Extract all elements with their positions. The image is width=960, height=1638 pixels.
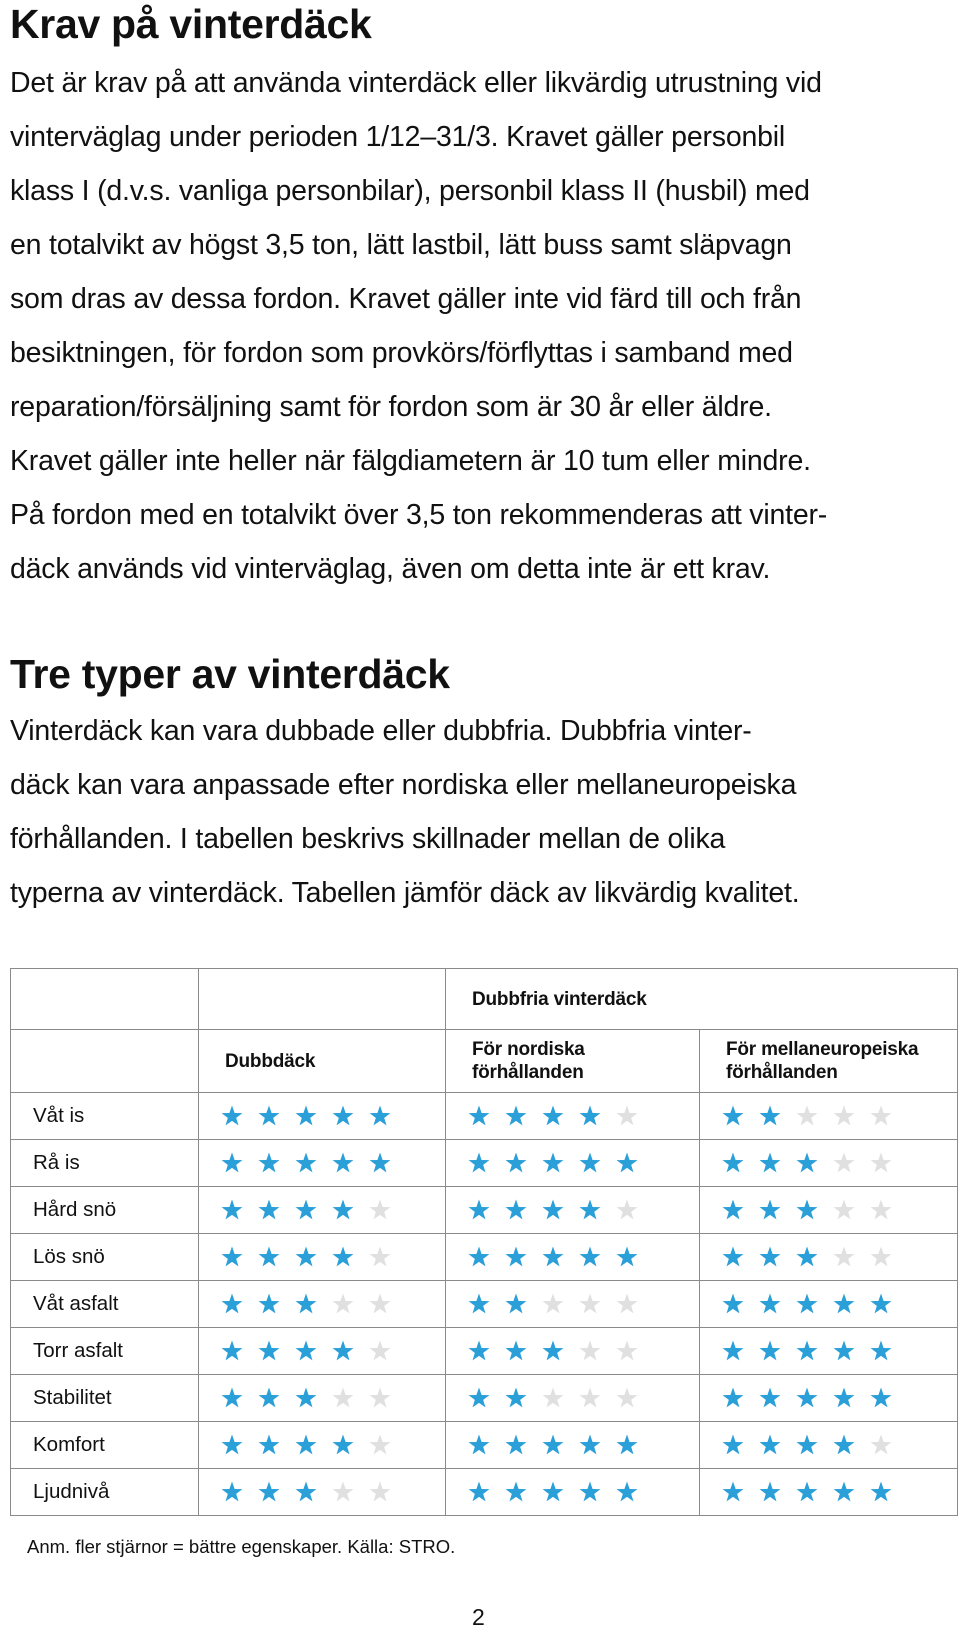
star-filled-icon [296, 1294, 317, 1314]
star-empty-icon [370, 1247, 391, 1267]
star-filled-icon [296, 1106, 317, 1126]
star-filled-icon [834, 1341, 855, 1361]
star-filled-icon [222, 1435, 243, 1455]
star-empty-icon [333, 1388, 354, 1408]
star-filled-icon [617, 1153, 638, 1173]
star-rating-graphic [721, 1151, 893, 1175]
text-line: förhållanden. I tabellen beskrivs skillnader mellan de olika [10, 823, 726, 855]
star-rating-graphic [220, 1433, 392, 1457]
star-filled-icon [723, 1341, 744, 1361]
star-filled-icon [723, 1388, 744, 1408]
star-filled-icon [506, 1200, 527, 1220]
text-line: typerna av vinterdäck. Tabellen jämför däck av likvärdig kvalitet. [10, 877, 800, 909]
star-filled-icon [617, 1482, 638, 1502]
star-rating-graphic [220, 1198, 392, 1222]
text-line: en totalvikt av högst 3,5 ton, lätt lastbil, lätt buss samt släpvagn [10, 229, 792, 261]
star-filled-icon [259, 1435, 280, 1455]
star-empty-icon [370, 1435, 391, 1455]
star-filled-icon [333, 1435, 354, 1455]
star-rating-graphic [467, 1245, 639, 1269]
heading-tire-types: Tre typer av vinterdäck [10, 651, 450, 697]
star-rating-graphic [721, 1433, 893, 1457]
star-rating-graphic [721, 1339, 893, 1363]
star-rating-graphic [721, 1198, 893, 1222]
star-rating-graphic [467, 1480, 639, 1504]
star-filled-icon [797, 1341, 818, 1361]
star-rating-graphic [220, 1386, 392, 1410]
header-empty-cell [11, 1030, 199, 1093]
table-row [11, 1328, 958, 1375]
star-filled-icon [222, 1247, 243, 1267]
star-rating-graphic [721, 1292, 893, 1316]
star-filled-icon [543, 1106, 564, 1126]
star-rating [700, 1281, 958, 1328]
star-empty-icon [580, 1388, 601, 1408]
star-filled-icon [469, 1106, 490, 1126]
star-filled-icon [296, 1153, 317, 1173]
star-rating [446, 1281, 700, 1328]
star-filled-icon [506, 1106, 527, 1126]
star-filled-icon [797, 1200, 818, 1220]
star-empty-icon [370, 1341, 391, 1361]
text-line: reparation/försäljning samt för fordon som är 30 år eller äldre. [10, 391, 772, 423]
star-filled-icon [723, 1435, 744, 1455]
star-filled-icon [506, 1341, 527, 1361]
star-empty-icon [333, 1294, 354, 1314]
star-empty-icon [543, 1294, 564, 1314]
row-label: Torr asfalt [11, 1328, 199, 1375]
star-filled-icon [259, 1106, 280, 1126]
star-filled-icon [469, 1482, 490, 1502]
row-label: Våt asfalt [11, 1281, 199, 1328]
star-rating [700, 1187, 958, 1234]
star-filled-icon [370, 1106, 391, 1126]
text-line: däck kan vara anpassade efter nordiska eller mellaneuropeiska [10, 769, 797, 801]
star-rating [700, 1140, 958, 1187]
table-row [11, 1422, 958, 1469]
star-filled-icon [723, 1482, 744, 1502]
star-rating [199, 1328, 446, 1375]
star-rating [199, 1375, 446, 1422]
star-filled-icon [222, 1388, 243, 1408]
star-filled-icon [543, 1153, 564, 1173]
text-line: som dras av dessa fordon. Kravet gäller inte vid färd till och från [10, 283, 802, 315]
star-filled-icon [333, 1106, 354, 1126]
star-filled-icon [723, 1294, 744, 1314]
star-empty-icon [871, 1435, 892, 1455]
star-filled-icon [834, 1482, 855, 1502]
star-rating [446, 1140, 700, 1187]
star-filled-icon [222, 1106, 243, 1126]
star-filled-icon [296, 1200, 317, 1220]
star-rating-graphic [220, 1104, 392, 1128]
star-filled-icon [723, 1200, 744, 1220]
star-filled-icon [469, 1247, 490, 1267]
star-rating [700, 1234, 958, 1281]
star-filled-icon [543, 1482, 564, 1502]
table-row [11, 1093, 958, 1140]
star-filled-icon [580, 1482, 601, 1502]
text-line: vinterväglag under perioden 1/12–31/3. Kravet gäller personbil [10, 121, 786, 153]
star-filled-icon [543, 1247, 564, 1267]
header-empty-cell [199, 969, 446, 1030]
page-number: 2 [472, 1604, 485, 1630]
row-label: Rå is [11, 1140, 199, 1187]
star-rating-graphic [467, 1292, 639, 1316]
text-line: Kravet gäller inte heller när fälgdiametern är 10 tum eller mindre. [10, 445, 811, 477]
star-rating [199, 1234, 446, 1281]
star-filled-icon [543, 1200, 564, 1220]
star-filled-icon [834, 1435, 855, 1455]
star-filled-icon [333, 1200, 354, 1220]
star-rating-graphic [220, 1151, 392, 1175]
star-filled-icon [259, 1200, 280, 1220]
star-filled-icon [797, 1153, 818, 1173]
table-row [11, 1187, 958, 1234]
star-empty-icon [617, 1200, 638, 1220]
row-label: Ljudnivå [11, 1469, 199, 1516]
star-filled-icon [580, 1435, 601, 1455]
star-filled-icon [760, 1200, 781, 1220]
text-line: Vinterdäck kan vara dubbade eller dubbfria. Dubbfria vinter- [10, 715, 752, 747]
table-note: Anm. fler stjärnor = bättre egenskaper. Källa: STRO. [27, 1536, 456, 1557]
star-rating [446, 1375, 700, 1422]
star-filled-icon [871, 1341, 892, 1361]
header-empty-cell [11, 969, 199, 1030]
star-rating-graphic [467, 1198, 639, 1222]
star-filled-icon [222, 1294, 243, 1314]
star-filled-icon [760, 1294, 781, 1314]
text-line: Det är krav på att använda vinterdäck eller likvärdig utrustning vid [10, 67, 822, 99]
star-filled-icon [259, 1247, 280, 1267]
tire-comparison-table [10, 968, 958, 1516]
star-rating [700, 1328, 958, 1375]
header-central-line: förhållanden [726, 1062, 838, 1083]
star-rating [199, 1187, 446, 1234]
star-filled-icon [296, 1482, 317, 1502]
star-filled-icon [871, 1388, 892, 1408]
star-empty-icon [871, 1247, 892, 1267]
star-filled-icon [259, 1482, 280, 1502]
star-rating-graphic [220, 1339, 392, 1363]
star-rating-graphic [467, 1339, 639, 1363]
star-rating-graphic [721, 1245, 893, 1269]
star-rating [199, 1093, 446, 1140]
star-filled-icon [222, 1200, 243, 1220]
text-line: däck används vid vinterväglag, även om detta inte är ett krav. [10, 553, 771, 585]
star-rating-graphic [467, 1433, 639, 1457]
star-rating-graphic [467, 1386, 639, 1410]
text-line: klass I (d.v.s. vanliga personbilar), personbil klass II (husbil) med [10, 175, 810, 207]
star-rating-graphic [220, 1292, 392, 1316]
star-filled-icon [797, 1247, 818, 1267]
star-empty-icon [617, 1294, 638, 1314]
star-empty-icon [580, 1294, 601, 1314]
star-empty-icon [370, 1388, 391, 1408]
star-rating-graphic [721, 1104, 893, 1128]
star-rating [446, 1093, 700, 1140]
star-rating [700, 1093, 958, 1140]
star-filled-icon [506, 1247, 527, 1267]
star-rating [199, 1469, 446, 1516]
star-filled-icon [333, 1153, 354, 1173]
star-filled-icon [469, 1294, 490, 1314]
star-filled-icon [580, 1153, 601, 1173]
text-line: besiktningen, för fordon som provkörs/förflyttas i samband med [10, 337, 793, 369]
star-filled-icon [222, 1341, 243, 1361]
header-central-european [700, 1030, 958, 1093]
table-row [11, 1375, 958, 1422]
star-filled-icon [469, 1200, 490, 1220]
star-filled-icon [296, 1388, 317, 1408]
star-rating [446, 1422, 700, 1469]
star-filled-icon [543, 1435, 564, 1455]
header-studded: Dubbdäck [199, 1030, 446, 1093]
star-filled-icon [296, 1247, 317, 1267]
star-rating [700, 1375, 958, 1422]
star-filled-icon [723, 1247, 744, 1267]
heading-winter-tire-requirement: Krav på vinterdäck [10, 1, 372, 47]
star-filled-icon [834, 1294, 855, 1314]
star-filled-icon [617, 1435, 638, 1455]
star-empty-icon [871, 1106, 892, 1126]
star-empty-icon [871, 1153, 892, 1173]
star-filled-icon [333, 1247, 354, 1267]
star-filled-icon [760, 1247, 781, 1267]
star-filled-icon [506, 1388, 527, 1408]
header-central-line: För mellaneuropeiska [726, 1039, 919, 1060]
star-empty-icon [370, 1294, 391, 1314]
row-label: Lös snö [11, 1234, 199, 1281]
star-filled-icon [333, 1341, 354, 1361]
header-nordic-line: förhållanden [472, 1062, 584, 1083]
star-filled-icon [506, 1435, 527, 1455]
header-nordic [446, 1030, 700, 1093]
star-rating [700, 1422, 958, 1469]
star-empty-icon [370, 1482, 391, 1502]
star-empty-icon [834, 1153, 855, 1173]
star-filled-icon [469, 1153, 490, 1173]
star-empty-icon [871, 1200, 892, 1220]
table-subheader-row [11, 1030, 958, 1093]
star-rating [199, 1140, 446, 1187]
table-row [11, 1234, 958, 1281]
star-filled-icon [580, 1247, 601, 1267]
star-filled-icon [469, 1435, 490, 1455]
row-label: Hård snö [11, 1187, 199, 1234]
star-filled-icon [580, 1200, 601, 1220]
star-filled-icon [296, 1435, 317, 1455]
star-filled-icon [370, 1153, 391, 1173]
star-filled-icon [797, 1482, 818, 1502]
star-filled-icon [760, 1341, 781, 1361]
star-filled-icon [760, 1388, 781, 1408]
star-rating [700, 1469, 958, 1516]
header-studless-group: Dubbfria vinterdäck [446, 969, 958, 1030]
star-filled-icon [259, 1388, 280, 1408]
star-rating-graphic [220, 1245, 392, 1269]
star-empty-icon [797, 1106, 818, 1126]
star-empty-icon [834, 1106, 855, 1126]
star-empty-icon [834, 1247, 855, 1267]
star-filled-icon [506, 1294, 527, 1314]
star-filled-icon [871, 1294, 892, 1314]
table-row [11, 1469, 958, 1516]
star-empty-icon [617, 1106, 638, 1126]
star-filled-icon [469, 1341, 490, 1361]
star-rating-graphic [220, 1480, 392, 1504]
star-rating-graphic [721, 1480, 893, 1504]
star-rating [446, 1234, 700, 1281]
star-empty-icon [834, 1200, 855, 1220]
star-filled-icon [259, 1294, 280, 1314]
star-empty-icon [333, 1482, 354, 1502]
star-rating [199, 1281, 446, 1328]
star-rating-graphic [467, 1151, 639, 1175]
star-rating [446, 1469, 700, 1516]
star-rating [199, 1422, 446, 1469]
paragraph-tire-types [10, 704, 799, 920]
star-filled-icon [506, 1153, 527, 1173]
star-filled-icon [797, 1435, 818, 1455]
star-filled-icon [222, 1153, 243, 1173]
star-filled-icon [760, 1153, 781, 1173]
star-filled-icon [723, 1153, 744, 1173]
star-empty-icon [370, 1200, 391, 1220]
star-filled-icon [723, 1106, 744, 1126]
star-filled-icon [543, 1341, 564, 1361]
text-line: På fordon med en totalvikt över 3,5 ton rekommenderas att vinter- [10, 499, 828, 531]
star-filled-icon [760, 1482, 781, 1502]
star-filled-icon [259, 1153, 280, 1173]
star-filled-icon [580, 1106, 601, 1126]
table-row [11, 1281, 958, 1328]
star-rating-graphic [467, 1104, 639, 1128]
table-row [11, 1140, 958, 1187]
star-rating [446, 1328, 700, 1375]
star-filled-icon [797, 1388, 818, 1408]
star-filled-icon [834, 1388, 855, 1408]
star-filled-icon [469, 1388, 490, 1408]
star-filled-icon [797, 1294, 818, 1314]
star-filled-icon [259, 1341, 280, 1361]
star-rating [446, 1187, 700, 1234]
star-empty-icon [580, 1341, 601, 1361]
star-filled-icon [760, 1435, 781, 1455]
star-empty-icon [617, 1341, 638, 1361]
table-header-row [11, 969, 958, 1030]
star-rating-graphic [721, 1386, 893, 1410]
star-empty-icon [617, 1388, 638, 1408]
row-label: Stabilitet [11, 1375, 199, 1422]
star-filled-icon [617, 1247, 638, 1267]
row-label: Komfort [11, 1422, 199, 1469]
star-filled-icon [871, 1482, 892, 1502]
star-filled-icon [506, 1482, 527, 1502]
paragraph-requirement [10, 56, 827, 596]
row-label: Våt is [11, 1093, 199, 1140]
header-nordic-line: För nordiska [472, 1039, 585, 1060]
star-filled-icon [222, 1482, 243, 1502]
star-filled-icon [296, 1341, 317, 1361]
star-filled-icon [760, 1106, 781, 1126]
star-empty-icon [543, 1388, 564, 1408]
